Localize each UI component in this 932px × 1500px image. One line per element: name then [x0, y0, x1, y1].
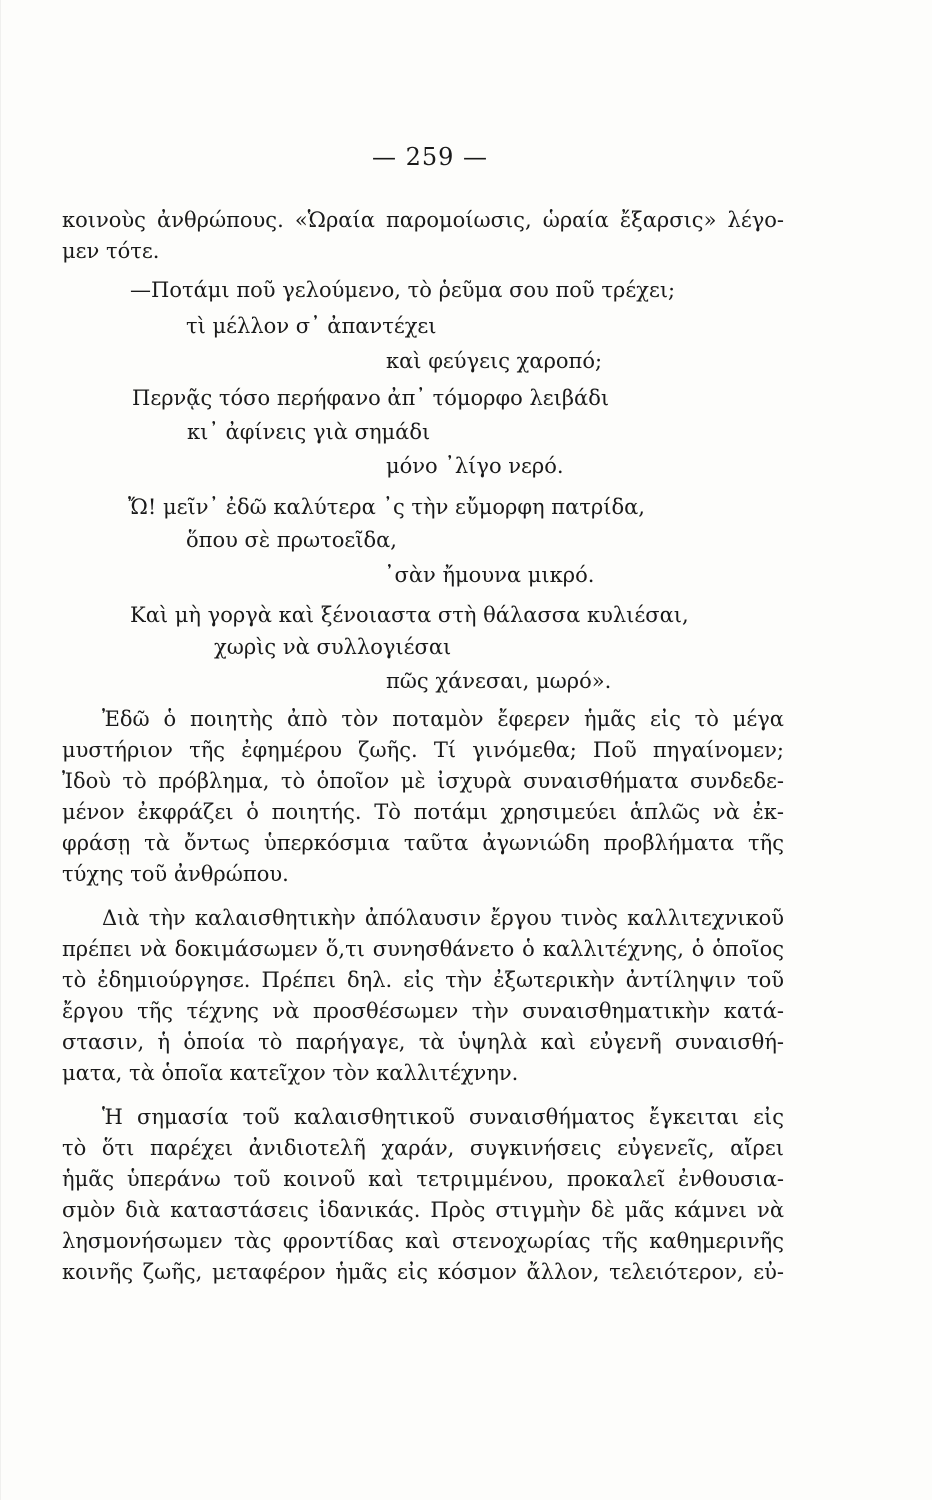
- page-number: — 259 —: [371, 143, 489, 171]
- text-line: τύχης τοῦ ἀνθρώπου.: [62, 862, 289, 886]
- text-line: τὸ ὅτι παρέχει ἀνιδιοτελῆ χαράν, συγκινήσεις εὐγενεῖς, αἴρει: [62, 1136, 784, 1160]
- text-line: Ἡ σημασία τοῦ καλαισθητικοῦ συναισθήματος ἔγκειται εἰς: [102, 1105, 784, 1129]
- text-line: σμὸν διὰ καταστάσεις ἰδανικάς. Πρὸς στιγμὴν δὲ μᾶς κάμνει νὰ: [62, 1198, 784, 1222]
- text-line: φράσῃ τὰ ὄντως ὑπερκόσμια ταῦτα ἀγωνιώδη προβλήματα τῆς: [62, 831, 784, 855]
- poem-line: μόνο ᾽λίγο νερό.: [386, 454, 564, 478]
- poem-line: ὅπου σὲ πρωτοεῖδα,: [186, 528, 397, 552]
- poem-line: κι᾽ ἀφίνεις γιὰ σημάδι: [187, 420, 431, 444]
- text-line: κοινῆς ζωῆς, μεταφέρον ἡμᾶς εἰς κόσμον ἄλλον, τελειότερον, εὐ-: [62, 1260, 784, 1284]
- paragraph-2: [62, 903, 784, 1089]
- text-line: τὸ ἐδημιούργησε. Πρέπει δηλ. εἰς τὴν ἐξωτερικὴν ἀντίληψιν τοῦ: [62, 968, 784, 992]
- poem-line: τὶ μέλλον σ᾽ ἀπαντέχει: [186, 314, 437, 338]
- text-line: μένον ἐκφράζει ὁ ποιητής. Τὸ ποτάμι χρησιμεύει ἁπλῶς νὰ ἐκ-: [62, 800, 784, 824]
- text-line: μεν τότε.: [62, 239, 160, 263]
- page-edge: [0, 0, 1, 1500]
- text-line: Διὰ τὴν καλαισθητικὴν ἀπόλαυσιν ἔργου τινὸς καλλιτεχνικοῦ: [102, 906, 784, 930]
- text-line: Ἰδοὺ τὸ πρόβλημα, τὸ ὁποῖον μὲ ἰσχυρὰ συναισθήματα συνδεδε-: [62, 769, 784, 793]
- poem-line: πῶς χάνεσαι, μωρό».: [386, 669, 612, 693]
- text-line: ματα, τὰ ὁποῖα κατεῖχον τὸν καλλιτέχνην.: [62, 1061, 519, 1085]
- paragraph-3: [62, 1102, 784, 1288]
- poem-line: χωρὶς νὰ συλλογιέσαι: [214, 635, 452, 659]
- poem-line: καὶ φεύγεις χαροπό;: [386, 349, 603, 373]
- text-line: ἡμᾶς ὑπεράνω τοῦ κοινοῦ καὶ τετριμμένου, προκαλεῖ ἐνθουσια-: [62, 1167, 784, 1191]
- paragraph-1: [62, 704, 784, 890]
- poem-line: Ὤ! μεῖν᾽ ἐδῶ καλύτερα ᾽ς τὴν εὔμορφη πατρίδα,: [128, 495, 645, 519]
- poem-line: Περνᾷς τόσο περήφανο ἀπ᾽ τόμορφο λειβάδι: [132, 386, 610, 410]
- text-line: Ἐδῶ ὁ ποιητὴς ἀπὸ τὸν ποταμὸν ἔφερεν ἡμᾶς εἰς τὸ μέγα: [102, 707, 784, 731]
- text-line: πρέπει νὰ δοκιμάσωμεν ὅ,τι συνησθάνετο ὁ καλλιτέχνης, ὁ ὁποῖος: [62, 937, 784, 961]
- poem-line: ᾽σὰν ἤμουνα μικρό.: [384, 563, 595, 587]
- text-line: στασιν, ἡ ὁποία τὸ παρήγαγε, τὰ ὑψηλὰ καὶ εὐγενῆ συναισθή-: [62, 1030, 784, 1054]
- intro-text: [62, 205, 784, 267]
- poem-line: —Ποτάμι ποῦ γελούμενο, τὸ ῥεῦμα σου ποῦ τρέχει;: [130, 278, 676, 302]
- poem-line: Καὶ μὴ γοργὰ καὶ ξένοιαστα στὴ θάλασσα κυλιέσαι,: [130, 603, 689, 627]
- text-line: μυστήριον τῆς ἐφημέρου ζωῆς. Τί γινόμεθα; Ποῦ πηγαίνομεν;: [62, 738, 784, 762]
- text-line: λησμονήσωμεν τὰς φροντίδας καὶ στενοχωρίας τῆς καθημερινῆς: [62, 1229, 784, 1253]
- text-line: ἔργου τῆς τέχνης νὰ προσθέσωμεν τὴν συναισθηματικὴν κατά-: [62, 999, 784, 1023]
- text-line: κοινοὺς ἀνθρώπους. «Ὡραία παρομοίωσις, ὡραία ἔξαρσις» λέγο-: [62, 208, 784, 232]
